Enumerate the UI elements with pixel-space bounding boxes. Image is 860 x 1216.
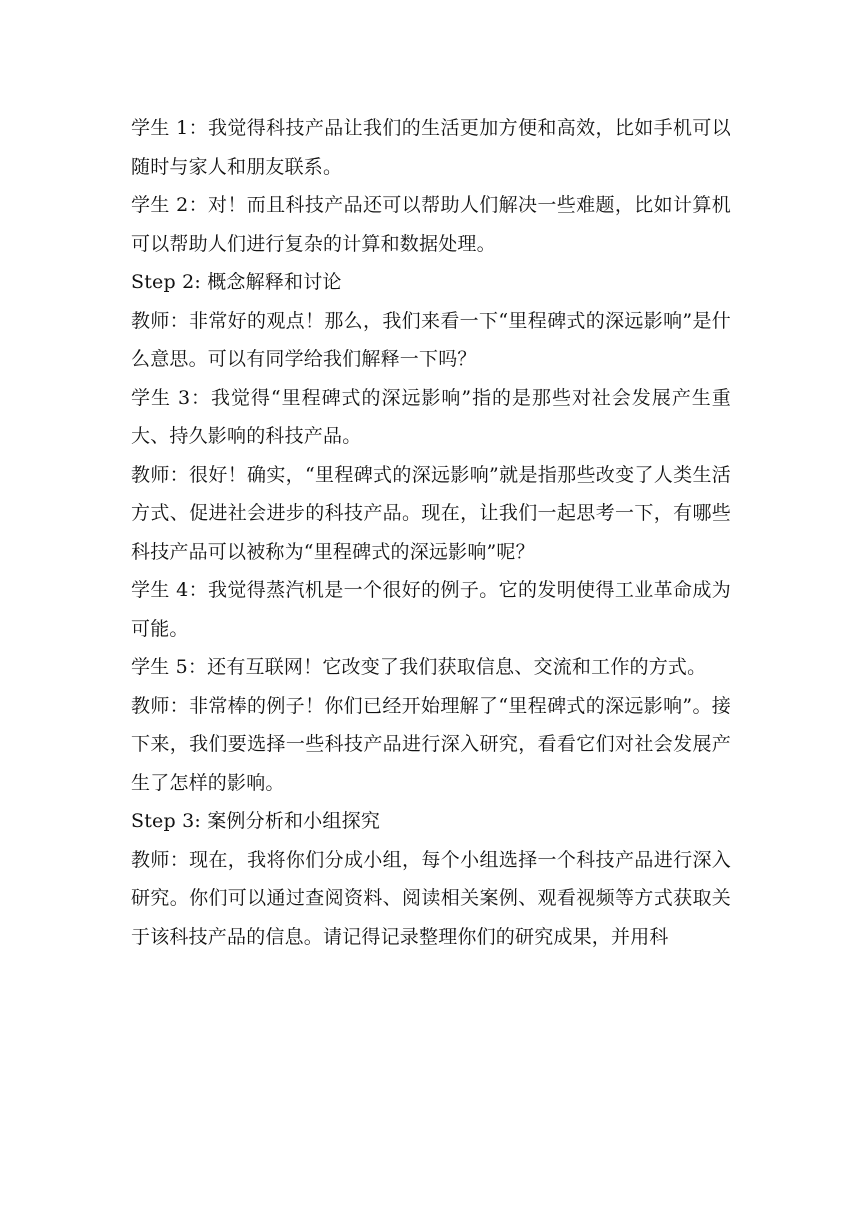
paragraph-teacher-3: 教师：非常棒的例子！你们已经开始理解了“里程碑式的深远影响”。接下来，我们要选择一些科技产品进行深入研究，看看它们对社会发展产生了怎样的影响。: [131, 694, 731, 794]
paragraph-student-5: 学生 5：还有互联网！它改变了我们获取信息、交流和工作的方式。: [131, 656, 707, 678]
paragraph-student-3: 学生 3：我觉得“里程碑式的深远影响”指的是那些对社会发展产生重大、持久影响的科技产品。: [131, 386, 731, 447]
heading-step-3: Step 3: 案例分析和小组探究: [131, 810, 381, 832]
paragraph-student-4: 学生 4：我觉得蒸汽机是一个很好的例子。它的发明使得工业革命成为可能。: [131, 579, 731, 640]
paragraph-student-2: 学生 2：对！而且科技产品还可以帮助人们解决一些难题，比如计算机可以帮助人们进行复杂的计算和数据处理。: [131, 194, 731, 255]
paragraph-teacher-4: 教师：现在，我将你们分成小组，每个小组选择一个科技产品进行深入研究。你们可以通过查阅资料、阅读相关案例、观看视频等方式获取关于该科技产品的信息。请记得记录整理你们的研究成果，并用科: [131, 848, 731, 948]
heading-step-2: Step 2: 概念解释和讨论: [131, 271, 342, 293]
paragraph-teacher-2: 教师：很好！确实，“里程碑式的深远影响”就是指那些改变了人类生活方式、促进社会进步的科技产品。现在，让我们一起思考一下，有哪些科技产品可以被称为“里程碑式的深远影响”呢？: [131, 463, 731, 563]
document-page: [131, 109, 731, 956]
paragraph-student-1: 学生 1：我觉得科技产品让我们的生活更加方便和高效，比如手机可以随时与家人和朋友联系。: [131, 117, 731, 178]
paragraph-teacher-1: 教师：非常好的观点！那么，我们来看一下“里程碑式的深远影响”是什么意思。可以有同学给我们解释一下吗？: [131, 309, 731, 370]
